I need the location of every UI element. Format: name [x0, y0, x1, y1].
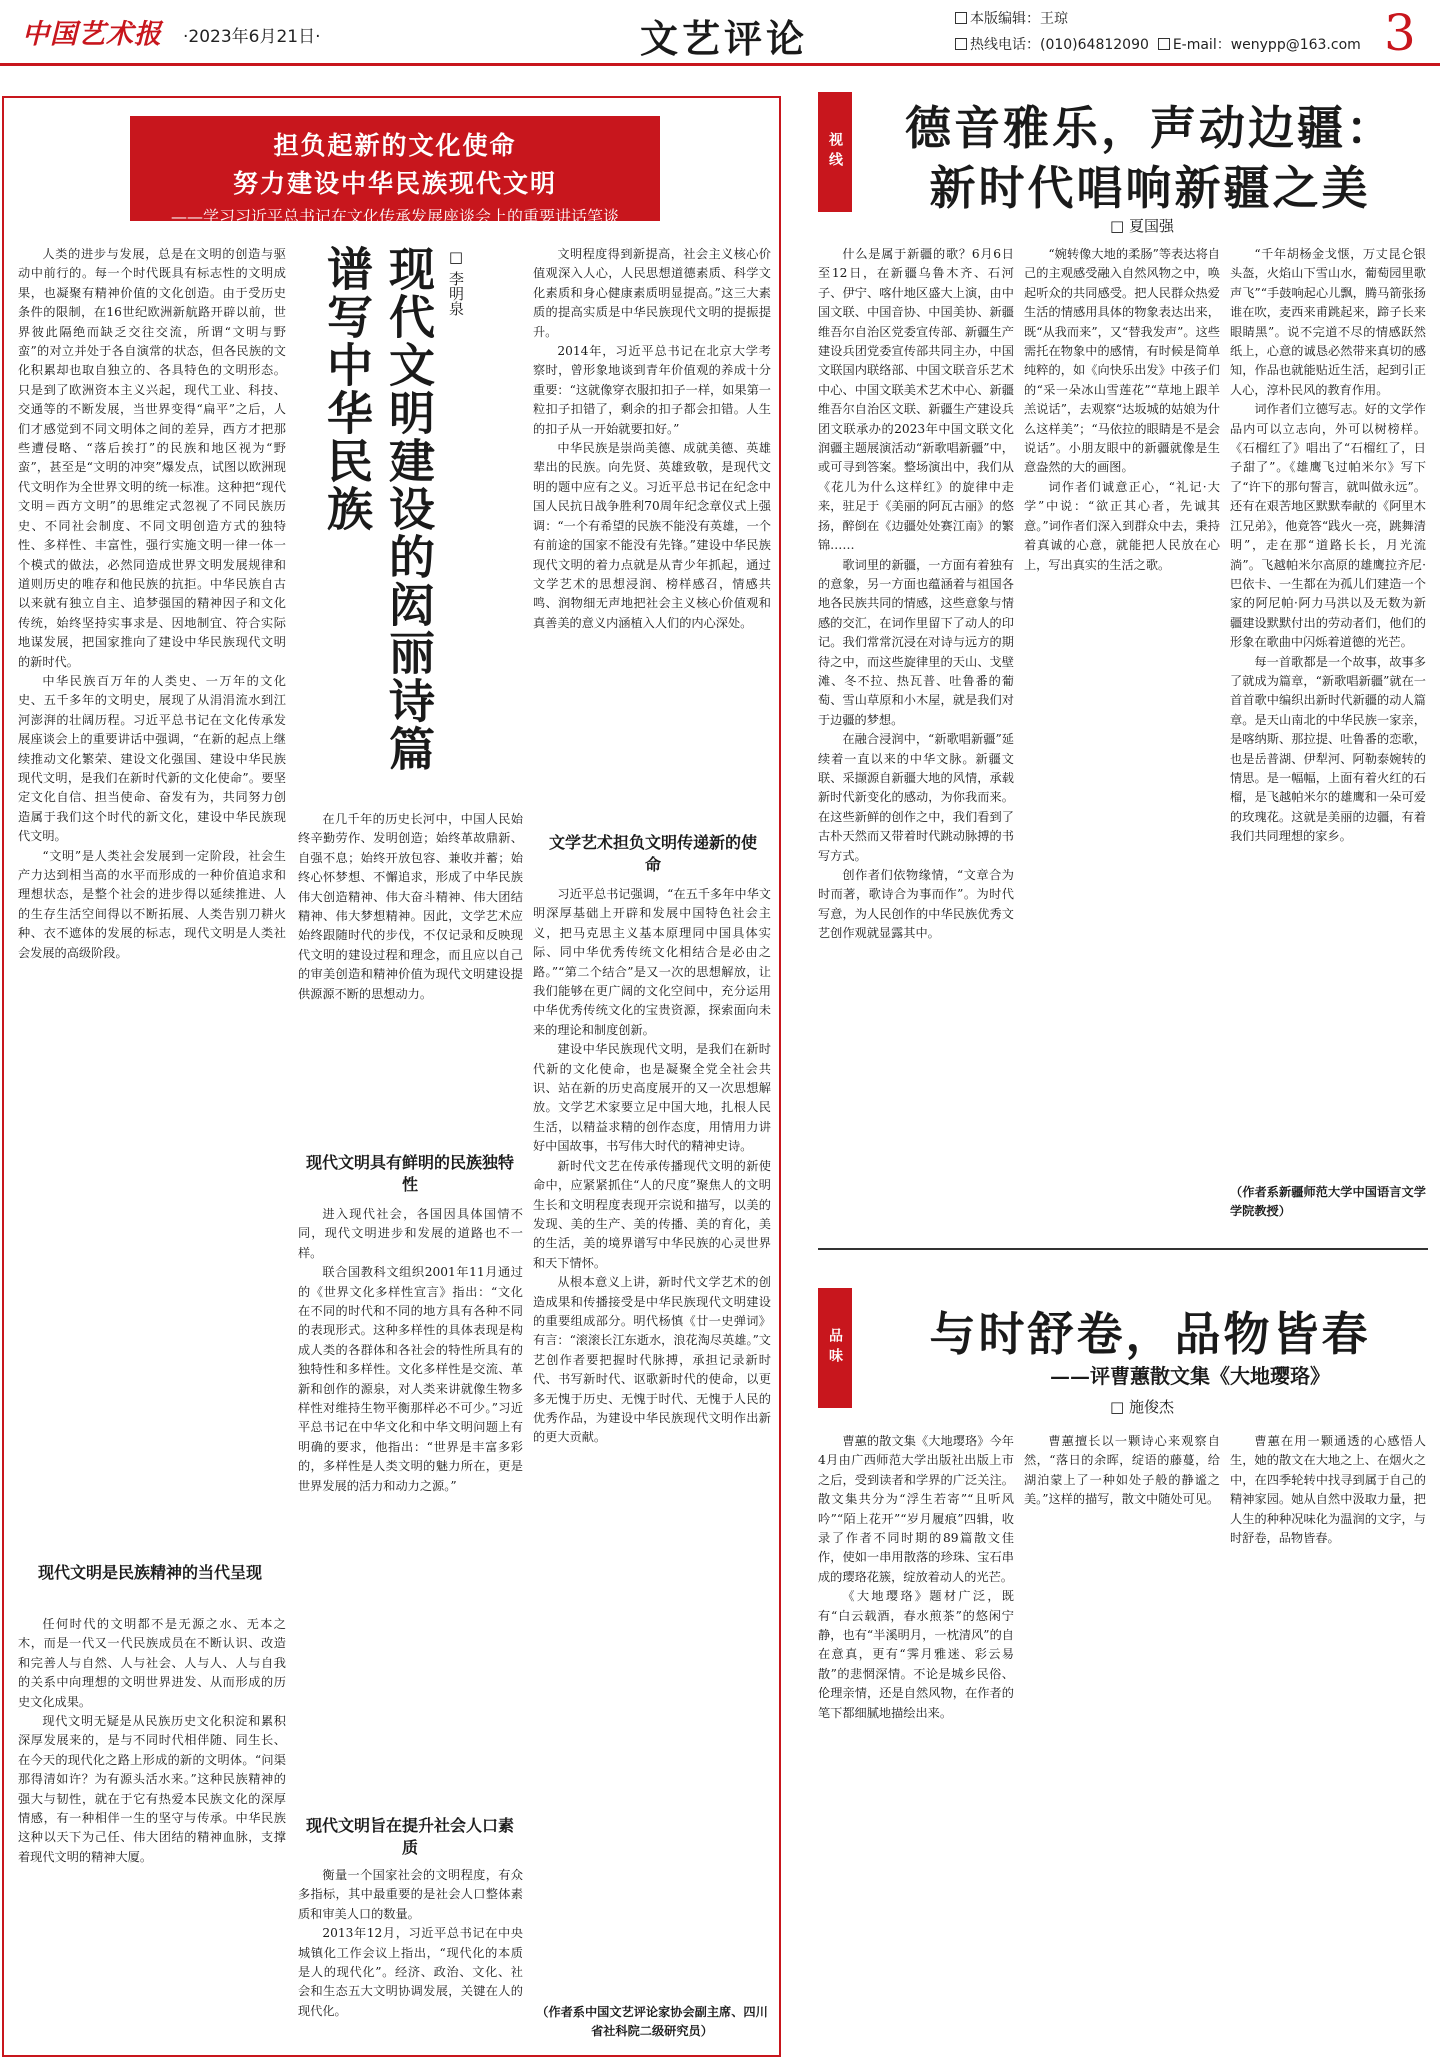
paragraph: 任何时代的文明都不是无源之水、无本之木，而是一代又一代民族成员在不断认识、改造和完善人与自然、人与社会、人与人、人与自我的关系中向理想的文明世界进发、从而形成的历史文化成果。 — [18, 1617, 286, 1709]
article-separator — [818, 1248, 1428, 1250]
paragraph: “婉转像大地的柔肠”等表达将自己的主观感受融入自然风物之中，唤起听众的共同感受。把人民群众热爱生活的情感用具体的物象表达出来，既“从我而来”，又“替我发声”。这些需托在物象中的感情，有时候是简单纯粹的，如《向快乐出发》中孩子们的“采一朵冰山雪莲花”“草地上跟羊羔说话”，去观察“达坂城的姑娘为什么这样美”；“马依拉的眼睛是不是会说话”。小朋友眼中的新疆就像是生意盎然的大的画图。 — [1024, 247, 1220, 475]
paragraph: 新时代文艺在传承传播现代文明的新使命中，应紧紧抓住“人的尺度”聚焦人的文明生长和文明程度表现开宗说和描写，以美的发现、美的生产、美的传播、美的育化，美的生活，美的境界谱写中华民族的心灵世界和天下情怀。 — [533, 1158, 771, 1270]
feature-col2c — [298, 1866, 523, 2050]
feature-subhead-2: 现代文明具有鲜明的民族独特性 — [305, 1153, 514, 1194]
feature-banner — [130, 116, 660, 226]
paragraph: 人类的进步与发展，总是在文明的创造与驱动中前行的。每一个时代既具有标志性的文明成果，也凝聚有精神价值的文化创造。由于受历史条件的限制，在16世纪欧洲新航路开辟以前，世界彼此隔绝而缺乏交往交流，所谓“文明与野蛮”的对立并处于各自演常的状态，但各民族的文化积累却也取自独立的、各具特色的文明形态。只是到了欧洲资本主义兴起，现代工业、科技、交通等的不断发展，当世界变得“扁平”之后，人们才感觉到不同文明体之间的差异，西方才把那些遭侵略、“落后挨打”的民族和地区视为“野蛮”，甚至是“文明的冲突”爆发点，试图以欧洲现代文明作为全世界文明的统一标准。这种把“现代文明＝西方文明”的思维定式忽视了不同民族历史、不同社会制度、不同文明创造方式的独特性、多样性、丰富性，强行实施文明一律一体一个模式的做法，必然同造成世界文明发展规律和道则历史的唯存和他民族的抗拒。中华民族自古以来就有独立自主、追梦强国的精神因子和文化传统，始终坚持实事求是、因地制宜、符合实际地谋发展，把国家推向了建设中华民族现代文明的新时代。 — [18, 247, 286, 669]
article1-col1 — [818, 245, 1014, 1230]
article2-col2 — [1024, 1432, 1220, 2052]
editor-text: 本版编辑：王琼 — [970, 11, 1068, 27]
banner-line1: 担负起新的文化使命 — [273, 131, 517, 160]
paragraph: 每一首歌都是一个故事，故事多了就成为篇章，“新歌唱新疆”就在一首首歌中编织出新时代新疆的动人篇章。是天山南北的中华民族一家亲，是喀纳斯、那拉提、吐鲁番的恋歌，也是岳普湖、伊犁河、阿勒泰婉转的情思。是一幅幅，上面有着火红的石榴，是飞越帕米尔的雄鹰和一朵可爱的玫瑰花。这就是美丽的边疆，有着我们共同理想的家乡。 — [1230, 654, 1426, 844]
paragraph: 联合国教科文组织2001年11月通过的《世界文化多样性宣言》指出：“文化在不同的时代和不同的地方具有各种不同的表现形式。这种多样性的具体表现是构成人类的各群体和各社会的特性所具有的独特性和多样性。文化多样性是交流、革新和创作的源泉，对人类来讲就像生物多样性对维持生物平衡那样必不可少。”习近平总书记在中华文化和中华文明问题上有明确的要求，他指出：“世界是丰富多彩的，多样性是人类文明的魅力所在，更是世界发展的活力和动力之源。” — [298, 1265, 523, 1493]
feature-col1b — [18, 1615, 286, 2050]
box-icon — [955, 12, 967, 24]
paragraph: 曹蕙在用一颗通透的心感悟人生，她的散文在大地之上、在烟火之中，在四季轮转中找寻到属于自己的精神家园。她从自然中汲取力量，把人生的种种况味化为温润的文字，与时舒卷，品物皆春。 — [1230, 1434, 1426, 1546]
email-text: E-mail：wenypp@163.com — [1172, 37, 1361, 53]
article1-author: □ 夏国强 — [1110, 217, 1174, 235]
paragraph: 词作者们立德写志。好的文学作品内可以立志向，外可以树榜样。《石榴红了》唱出了“石榴红了，日子甜了”。《雄鹰飞过帕米尔》写下了“许下的那句誓言，就叫做永远”。还有在艰苦地区默默奉献的《阿里木江兄弟》，他竟答“践火一亮，跳舞清明”，走在那“道路长长，月光流淌”。飞越帕米尔高原的雄鹰拉齐尼·巴依卡、一生都在为孤儿们建造一个家的阿尼帕·阿力马洪以及无数为新疆建设默默付出的劳动者们，他们的形象在歌曲中闪烁着道德的光芒。 — [1230, 402, 1426, 650]
feature-title-line2: 谱写中华民族 — [320, 245, 374, 533]
box-icon — [1158, 38, 1170, 50]
box-icon — [955, 38, 967, 50]
feature-signature: （作者系中国文艺评论家协会副主席、四川省社科院二级研究员） — [536, 2005, 768, 2039]
hotline-text: 热线电话：(010)64812090 — [970, 37, 1149, 53]
banner-line3: ——学习习近平总书记在文化传承发展座谈会上的重要讲话笔谈 — [170, 207, 619, 226]
paragraph: 2014年，习近平总书记在北京大学考察时，曾形象地谈到青年价值观的养成十分重要：“这就像穿衣服扣扣子一样，如果第一粒扣子扣错了，剩余的扣子都会扣错。人生的扣子从一开始就要扣好。” — [533, 344, 771, 436]
paragraph: 从根本意义上讲，新时代文学艺术的创造成果和传播接受是中华民族现代文明建设的重要组成部分。明代杨慎《廿一史弹词》有言：“滚滚长江东逝水，浪花淘尽英雄。”文艺创作者要把握时代脉搏，承担记录新时代、书写新时代、讴歌新时代的使命，以更多无愧于历史、无愧于时代、无愧于人民的优秀作品，为建设中华民族现代文明作出新的更大贡献。 — [533, 1275, 771, 1445]
feature-col2b — [298, 1205, 523, 1800]
article1-title-line2: 新时代唱响新疆之美 — [929, 161, 1371, 215]
article2-author: □ 施俊杰 — [1110, 1398, 1174, 1416]
editor-line — [955, 8, 1068, 28]
article1-signature: （作者系新疆师范大学中国语言文学学院教授） — [1230, 1185, 1426, 1219]
feature-col1a — [18, 245, 286, 1520]
paragraph: 什么是属于新疆的歌？6月6日至12日，在新疆乌鲁木齐、石河子、伊宁、喀什地区盛大上演，由中国文联、中国音协、中国美协、新疆维吾尔自治区党委宣传部、新疆生产建设兵团党委宣传部共同主办，中国文联国内联络部、中国文联音乐艺术中心、中国文联美术艺术中心、新疆维吾尔自治区文联、新疆生产建设兵团文联承办的2023年中国文联文化润疆主题展演活动“新歌唱新疆”中，或可寻到答案。整场演出中，我们从《花儿为什么这样红》的旋律中走来，驻足于《美丽的阿瓦古丽》的悠扬，醉倒在《边疆处处赛江南》的繁锦…… — [818, 247, 1014, 553]
page-number: 3 — [1384, 4, 1416, 62]
paragraph: 《大地璎珞》题材广泛，既有“白云载酒，春水煎茶”的悠闲宁静，也有“半溪明月，一枕清风”的自在意真，更有“霁月雅迷、彩云易散”的悲惘深情。不论是城乡民俗、伦理亲情，还是自然风物，在作者的笔下都细腻地描绘出来。 — [818, 1589, 1014, 1720]
paragraph: 文明程度得到新提高，社会主义核心价值观深入人心，人民思想道德素质、科学文化素质和身心健康素质明显提高。”这三大素质的提高实质是中华民族现代文明的提振提升。 — [533, 247, 771, 339]
feature-title-line1: 现代文明建设的闳丽诗篇 — [382, 245, 436, 773]
newspaper-logo: 中国艺术报 — [22, 19, 162, 50]
article2-col3 — [1230, 1432, 1426, 2052]
article1-col2 — [1024, 245, 1220, 1230]
feature-subhead-3: 现代文明旨在提升社会人口素质 — [305, 1816, 514, 1857]
banner-line2: 努力建设中华民族现代文明 — [232, 169, 557, 198]
paragraph: 2013年12月，习近平总书记在中央城镇化工作会议上指出，“现代化的本质是人的现代化”。经济、政治、文化、社会和生态五大文明协调发展，关键在人的现代化。 — [298, 1926, 523, 2018]
article2-subtitle: ——评曹蕙散文集《大地璎珞》 — [1050, 1364, 1330, 1388]
paragraph: 在融合浸润中，“新歌唱新疆”延续着一直以来的中华文脉。新疆文联、采撷源自新疆大地的风情，承载新时代新变化的感动，为你我而来。在这些新鲜的创作之中，我们看到了古朴天然而又带着时代跳动脉搏的书写方式。 — [818, 732, 1014, 863]
feature-subhead-4: 文学艺术担负文明传递新的使命 — [548, 833, 757, 874]
article2-col1 — [818, 1432, 1014, 2052]
paragraph: 进入现代社会，各国因具体国情不同，现代文明进步和发展的道路也不一样。 — [298, 1207, 523, 1260]
paragraph: 曹蕙的散文集《大地璎珞》今年4月由广西师范大学出版社出版上市之后，受到读者和学界的广泛关注。散文集共分为“浮生若寄”“且听风吟”“陌上花开”“岁月履痕”四辑，收录了作者不同时期的89篇散文佳作，使如一串用散落的珍珠、宝石串成的璎珞花簇，绽放着动人的光芒。 — [818, 1434, 1014, 1584]
paragraph: 在几千年的历史长河中，中国人民始终辛勤劳作、发明创造；始终革故鼎新、自强不息；始终开放包容、兼收并蓄；始终心怀梦想、不懈追求，形成了中华民族伟大创造精神、伟大奋斗精神、伟大团结精神、伟大梦想精神。因此，文学艺术应始终跟随时代的步伐，不仅记录和反映现代文明的建设过程和理念，而且应以自己的审美创造和精神价值为现代文明建设提供源源不断的思想动力。 — [298, 812, 523, 1001]
paragraph: 词作者们诚意正心，“礼记·大学”中说：“欲正其心者，先诚其意。”词作者们深入到群众中去，秉持着真诚的心意，就能把人民放在心上，写出真实的生活之歌。 — [1024, 479, 1220, 572]
article1-col3 — [1230, 245, 1426, 1180]
feature-subhead-1: 现代文明是民族精神的当代呈现 — [37, 1563, 262, 1582]
paragraph: 建设中华民族现代文明，是我们在新时代新的文化使命，也是凝聚全党全社会共识、站在新的历史高度展开的又一次思想解放。文学艺术家要立足中国大地，扎根人民生活，以精益求精的创作态度，用情用力讲好中国故事，书写伟大时代的精神史诗。 — [533, 1042, 771, 1154]
contact-line — [955, 34, 1361, 54]
feature-col3 — [533, 245, 771, 815]
article2-tag: 品味 — [818, 1288, 852, 1408]
paragraph: 中华民族是崇尚美德、成就美德、英雄辈出的民族。向先贤、英雄致敬，是现代文明的题中应有之义。习近平总书记在纪念中国人民抗日战争胜利70周年纪念章仪式上强调：“一个有希望的民族不能没有英雄，一个有前途的国家不能没有先锋。”建设中华民族现代文明的着力点就是从青少年抓起，通过文学艺术的思想浸润、榜样感召，情感共鸣、润物细无声地把社会主义核心价值观和真善美的意义内涵植入人们的内心深处。 — [533, 441, 771, 630]
paragraph: “千年胡杨金戈惬，万丈昆仑银头盔，火焰山下雪山水，葡萄园里歌声飞”“手鼓响起心儿飘，腾马箭张扬谁在吹，麦西来甫跳起来，蹄子长来眼睛黑”。说不完道不尽的情感跃然纸上，心意的诚恳必然带来真切的感知，作品也就能贴近生活，起到引正人心，淳朴民风的教育作用。 — [1230, 247, 1426, 397]
paragraph: 现代文明无疑是从民族历史文化积淀和累积深厚发展来的，是与不同时代相伴随、同生长、在今天的现代化之路上形成的新的文明体。“问渠那得清如许？为有源头活水来。”这种民族精神的强大与韧性，就在于它有热爱本民族文化的深厚情感，有一种相伴一生的坚守与传承。中华民族这种以天下为己任、伟大团结的精神血脉，支撑着现代文明的精神大厦。 — [18, 1714, 286, 1864]
feature-col3b — [533, 885, 771, 1993]
paragraph: 曹蕙擅长以一颗诗心来观察自然，“落日的余晖，绽语的藤蔓，给湖泊蒙上了一种如处子般的静谧之美。”这样的描写，散文中随处可见。 — [1024, 1434, 1220, 1507]
paragraph: 创作者们依物缘情，“文章合为时而著，歌诗合为事而作”。为时代写意，为人民创作的中华民族优秀文艺创作观就显露其中。 — [818, 868, 1014, 941]
masthead — [0, 0, 1440, 62]
feature-col2 — [298, 810, 523, 1140]
paragraph: 习近平总书记强调，“在五千多年中华文明深厚基础上开辟和发展中国特色社会主义，把马克思主义基本原理同中国具体实际、同中华优秀传统文化相结合是必由之路。”“第二个结合”是又一次的思想解放，让我们能够在更广阔的文化空间中，充分运用中华优秀传统文化的宝贵资源，探索面向未来的理论和制度创新。 — [533, 887, 771, 1037]
article2-title: 与时舒卷，品物皆春 — [929, 1307, 1371, 1361]
article1-tag: 视线 — [818, 92, 852, 212]
masthead-rule — [0, 63, 1440, 66]
paragraph: 中华民族百万年的人类史、一万年的文化史、五千多年的文明史，展现了从涓涓流水到江河澎湃的壮阔历程。习近平总书记在文化传承发展座谈会上的重要讲话中强调，“在新的起点上继续推动文化繁荣、建设文化强国、建设中华民族现代文明，是我们在新时代新的文化使命”。要坚定文化自信、担当使命、奋发有为，共同努力创造属于我们这个时代的新文化，建设中华民族现代文明。 — [18, 673, 286, 844]
paragraph: “文明”是人类社会发展到一定阶段，社会生产力达到相当高的水平而形成的一种价值追求和理想状态，是整个社会的进步得以延续推进、人的生存生活空间得以不断拓展、人类告别刀耕火种、衣不遮体的发展的标志，现代文明是人类社会发展的高级阶段。 — [18, 848, 286, 960]
feature-author: □ 李明泉 — [447, 248, 465, 316]
issue-date: ·2023年6月21日· — [183, 27, 321, 47]
paragraph: 衡量一个国家社会的文明程度，有众多指标，其中最重要的是社会人口整体素质和审美人口的数量。 — [298, 1868, 523, 1921]
section-title: 文艺评论 — [640, 16, 809, 61]
article1-title-line1: 德音雅乐，声动边疆： — [905, 101, 1395, 155]
paragraph: 歌词里的新疆，一方面有着独有的意象，另一方面也蕴涵着与祖国各地各民族共同的情感，这些意象与情感的交汇，在词作里留下了动人的印记。我们常常沉浸在对诗与远方的期待之中，而这些旋律里的天山、戈壁滩、冬不拉、热瓦普、吐鲁番的葡萄、雪山草原和小木屋，就是我们对于边疆的梦想。 — [818, 557, 1014, 727]
